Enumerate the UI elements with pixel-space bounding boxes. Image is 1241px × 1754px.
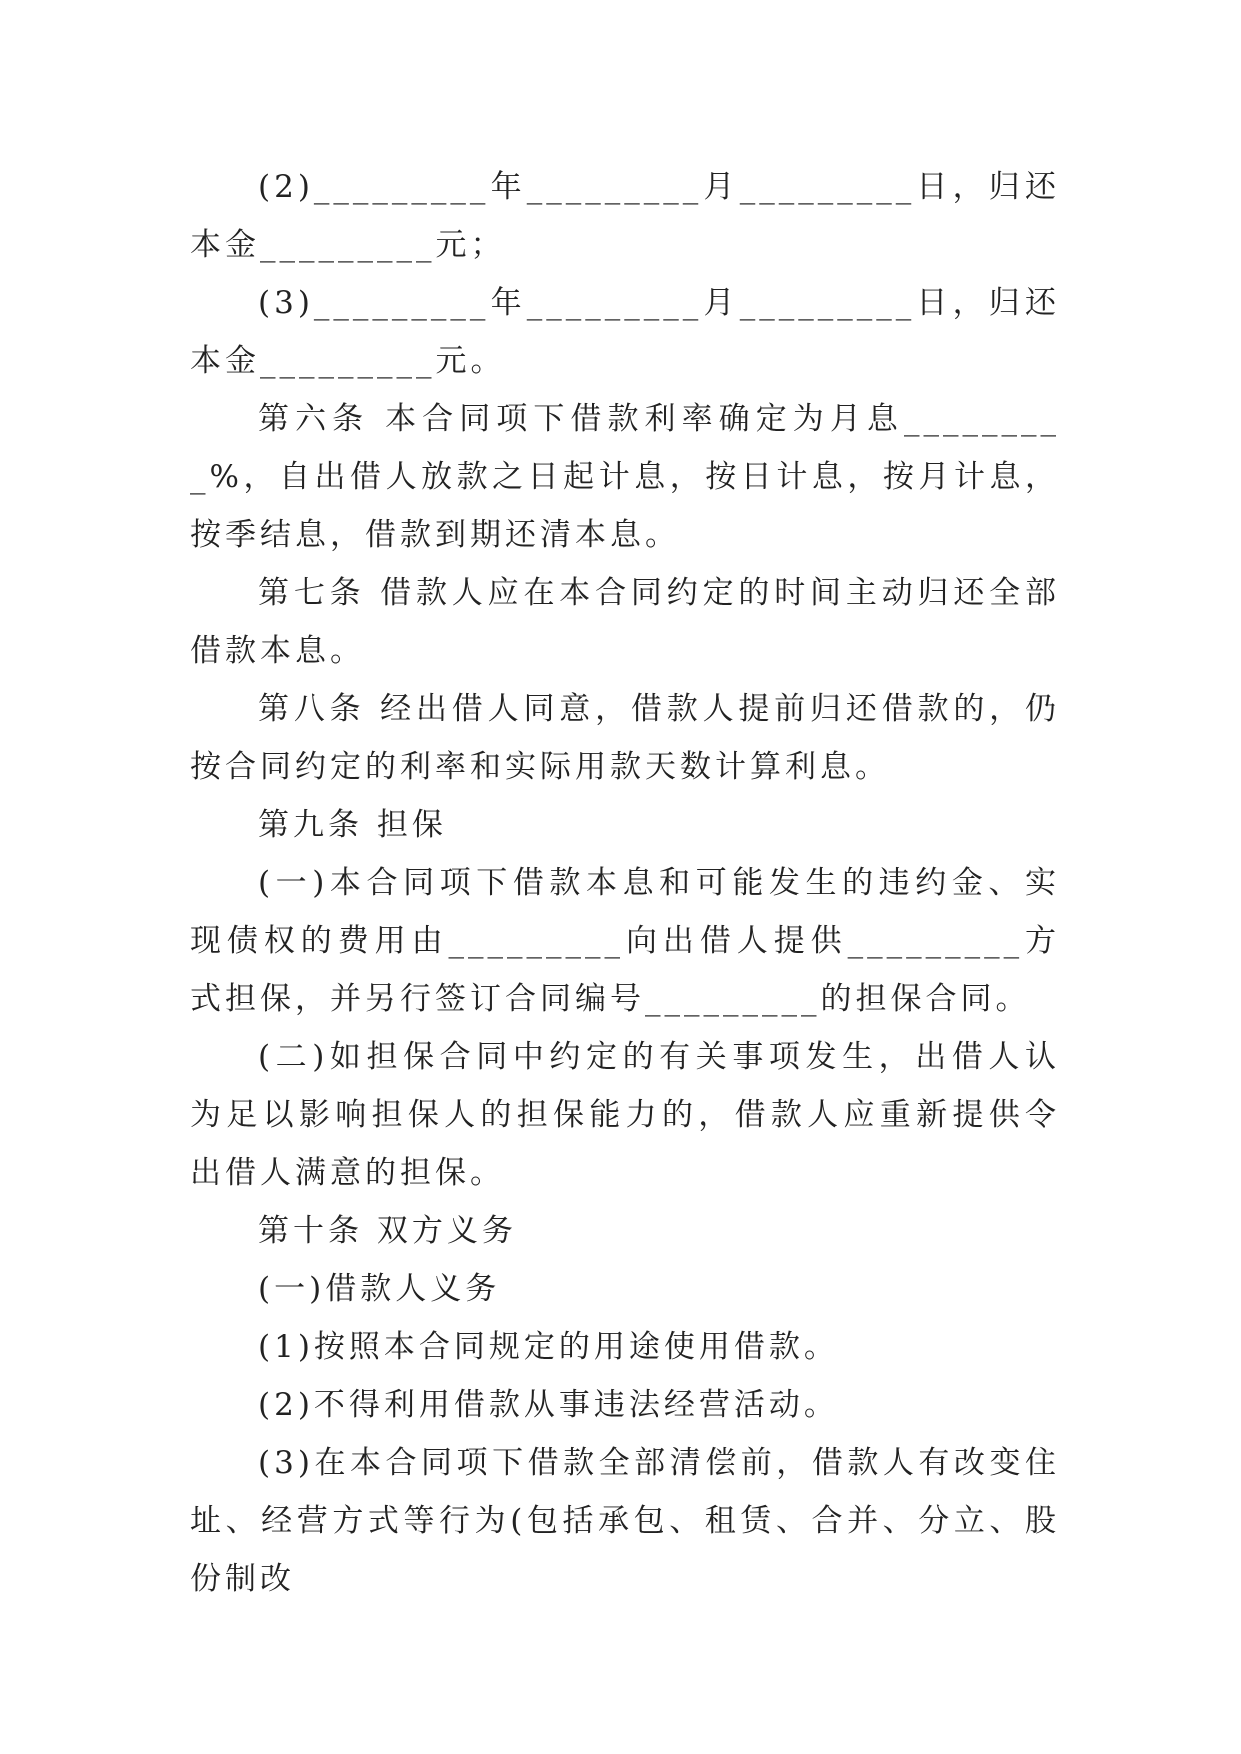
article-6-interest-rate: 第六条 本合同项下借款利率确定为月息_________%，自出借人放款之日起计息，按日计息，按月计息，按季结息，借款到期还清本息。 [190,401,1060,553]
article-7-repayment: 第七条 借款人应在本合同约定的时间主动归还全部借款本息。 [190,575,1060,669]
obligation-item-1: (1)按照本合同规定的用途使用借款。 [258,1329,839,1365]
obligation-item-3: (3)在本合同项下借款全部清偿前，借款人有改变住址、经营方式等行为(包括承包、租赁、合并、分立、股份制改 [190,1445,1060,1597]
article-8-early-repayment: 第八条 经出借人同意，借款人提前归还借款的，仍按合同约定的利率和实际用款天数计算利息。 [190,691,1060,785]
repayment-item-3: (3)_________年_________月_________日，归还本金_________元。 [190,285,1060,379]
obligation-item-2: (2)不得利用借款从事违法经营活动。 [258,1387,839,1423]
repayment-item-2: (2)_________年_________月_________日，归还本金_________元； [190,169,1060,263]
article-9-clause-2: (二)如担保合同中约定的有关事项发生，出借人认为足以影响担保人的担保能力的，借款人应重新提供令出借人满意的担保。 [190,1039,1060,1191]
article-9-heading: 第九条 担保 [258,807,447,843]
article-9-clause-1: (一)本合同项下借款本息和可能发生的违约金、实现债权的费用由_________向出借人提供_________方式担保，并另行签订合同编号_________的担保合同。 [190,865,1060,1017]
document-body [190,158,1060,1608]
article-10-heading: 第十条 双方义务 [258,1213,517,1249]
borrower-obligations-heading: (一)借款人义务 [258,1271,501,1307]
